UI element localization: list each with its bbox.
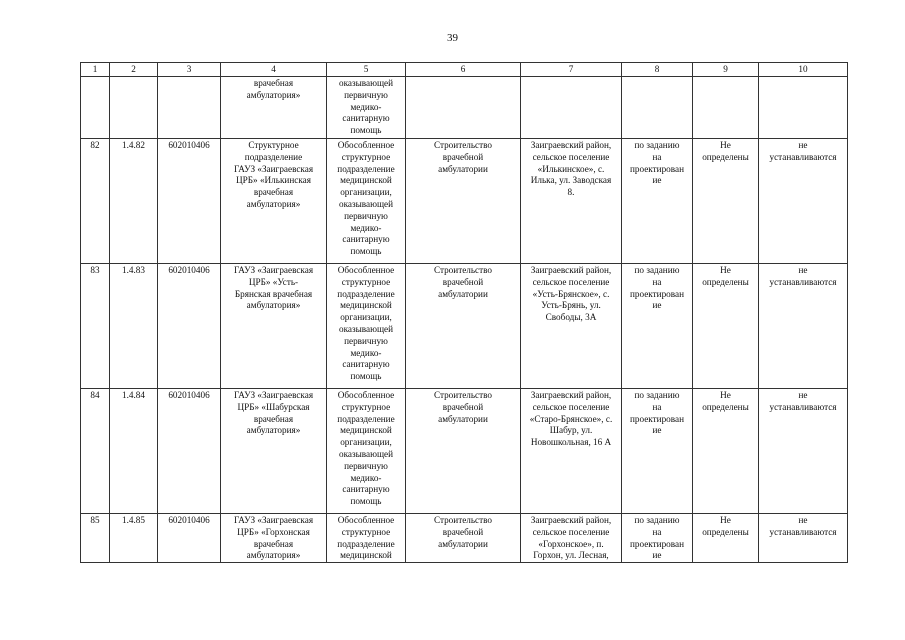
table-cell — [622, 389, 693, 514]
header-row — [81, 63, 848, 77]
facility-type: Обособленное структурное подразделение медицинской организации, оказывающей первичную медико- санитарную помощь — [337, 140, 395, 257]
column-header: 10 — [759, 63, 848, 77]
row-number: 84 — [81, 389, 110, 514]
column-header: 4 — [221, 63, 327, 77]
facility-name: ГАУЗ «Заиграевская ЦРБ» «Шабурская врачебная амбулатория» — [233, 390, 314, 436]
row-number: 82 — [81, 139, 110, 264]
facility-params: по заданию на проектирован ие — [630, 390, 684, 436]
table-cell — [759, 139, 848, 264]
table-cell — [110, 77, 158, 139]
table-cell — [327, 139, 406, 264]
facility-zones: Не определены — [702, 390, 749, 412]
table-cell — [622, 139, 693, 264]
table-row — [81, 264, 848, 389]
page-number: 39 — [447, 32, 458, 44]
facility-limits: не устанавливаются — [769, 140, 837, 162]
table-cell — [406, 77, 521, 139]
facility-type: Обособленное структурное подразделение медицинской организации, оказывающей первичную медико- санитарную помощь — [337, 390, 395, 507]
classifier-id: 602010406 — [158, 389, 221, 514]
facility-name: ГАУЗ «Заиграевская ЦРБ» «Усть- Брянская врачебная амбулатория» — [233, 265, 314, 311]
planning-table — [80, 62, 848, 563]
table-cell — [406, 514, 521, 563]
table-cell — [406, 139, 521, 264]
column-header: 5 — [327, 63, 406, 77]
table-cell — [327, 389, 406, 514]
facility-location: Заиграевский район, сельское поселение «Горхонское», п. Горхон, ул. Лесная, — [530, 515, 612, 561]
table-cell — [759, 264, 848, 389]
column-header: 9 — [693, 63, 759, 77]
facility-limits: не устанавливаются — [769, 390, 837, 412]
column-header: 6 — [406, 63, 521, 77]
facility-params: по заданию на проектирован ие — [630, 265, 684, 311]
table-cell — [221, 514, 327, 563]
column-header: 7 — [521, 63, 622, 77]
table-cell — [81, 77, 110, 139]
table-cell — [406, 264, 521, 389]
facility-params: по заданию на проектирован ие — [630, 140, 684, 186]
table-cell — [327, 77, 406, 139]
table-cell — [158, 77, 221, 139]
table-cell — [759, 77, 848, 139]
facility-name: Структурное подразделение ГАУЗ «Заиграевская ЦРБ» «Илькинская врачебная амбулатория» — [233, 140, 314, 209]
facility-zones: Не определены — [702, 515, 749, 537]
row-number: 85 — [81, 514, 110, 563]
table-cell — [759, 514, 848, 563]
facility-name: ГАУЗ «Заиграевская ЦРБ» «Горхонская врачебная амбулатория» — [233, 515, 314, 561]
object-code: 1.4.82 — [110, 139, 158, 264]
table-cell — [622, 264, 693, 389]
facility-type: Обособленное структурное подразделение медицинской организации, оказывающей первичную медико- санитарную помощь — [337, 265, 395, 382]
table-cell — [693, 389, 759, 514]
facility-limits: не устанавливаются — [769, 265, 837, 287]
table-cell — [622, 514, 693, 563]
facility-zones: Не определены — [702, 140, 749, 162]
table-cell — [327, 514, 406, 563]
table-cell — [759, 389, 848, 514]
table-cell — [406, 389, 521, 514]
object-code: 1.4.83 — [110, 264, 158, 389]
column-header: 2 — [110, 63, 158, 77]
object-code: 1.4.85 — [110, 514, 158, 563]
classifier-id: 602010406 — [158, 264, 221, 389]
facility-location: Заиграевский район, сельское поселение «Илькинское», с. Илька, ул. Заводская 8. — [530, 140, 612, 198]
table-cell — [327, 264, 406, 389]
facility-purpose: Строительство врачебной амбулатории — [433, 390, 493, 424]
table-cell — [521, 264, 622, 389]
column-header: 3 — [158, 63, 221, 77]
table-row — [81, 514, 848, 563]
table-cell — [221, 264, 327, 389]
facility-type: оказывающей первичную медико- санитарную помощь — [338, 78, 394, 136]
facility-limits: не устанавливаются — [769, 515, 837, 537]
table-row — [81, 139, 848, 264]
column-header: 1 — [81, 63, 110, 77]
table-cell — [221, 77, 327, 139]
table-cell — [693, 264, 759, 389]
continuation-row — [81, 77, 848, 139]
table-cell — [622, 77, 693, 139]
facility-type: Обособленное структурное подразделение медицинской — [337, 515, 395, 561]
facility-zones: Не определены — [702, 265, 749, 287]
facility-params: по заданию на проектирован ие — [630, 515, 684, 561]
table-cell — [693, 139, 759, 264]
column-header: 8 — [622, 63, 693, 77]
table-cell — [521, 77, 622, 139]
table-cell — [521, 139, 622, 264]
classifier-id: 602010406 — [158, 139, 221, 264]
classifier-id: 602010406 — [158, 514, 221, 563]
table-cell — [521, 389, 622, 514]
table-cell — [693, 77, 759, 139]
table-cell — [693, 514, 759, 563]
facility-purpose: Строительство врачебной амбулатории — [433, 140, 493, 174]
facility-name: врачебная амбулатория» — [246, 78, 301, 100]
facility-purpose: Строительство врачебной амбулатории — [433, 265, 493, 299]
row-number: 83 — [81, 264, 110, 389]
table-cell — [521, 514, 622, 563]
table-cell — [221, 389, 327, 514]
table-row — [81, 389, 848, 514]
facility-location: Заиграевский район, сельское поселение «Старо-Брянское», с. Шабур, ул. Новошкольная, 16 А — [529, 390, 613, 448]
facility-purpose: Строительство врачебной амбулатории — [433, 515, 493, 549]
object-code: 1.4.84 — [110, 389, 158, 514]
facility-location: Заиграевский район, сельское поселение «Усть-Брянское», с. Усть-Брянь, ул. Свободы, 3А — [530, 265, 612, 323]
table-cell — [221, 139, 327, 264]
